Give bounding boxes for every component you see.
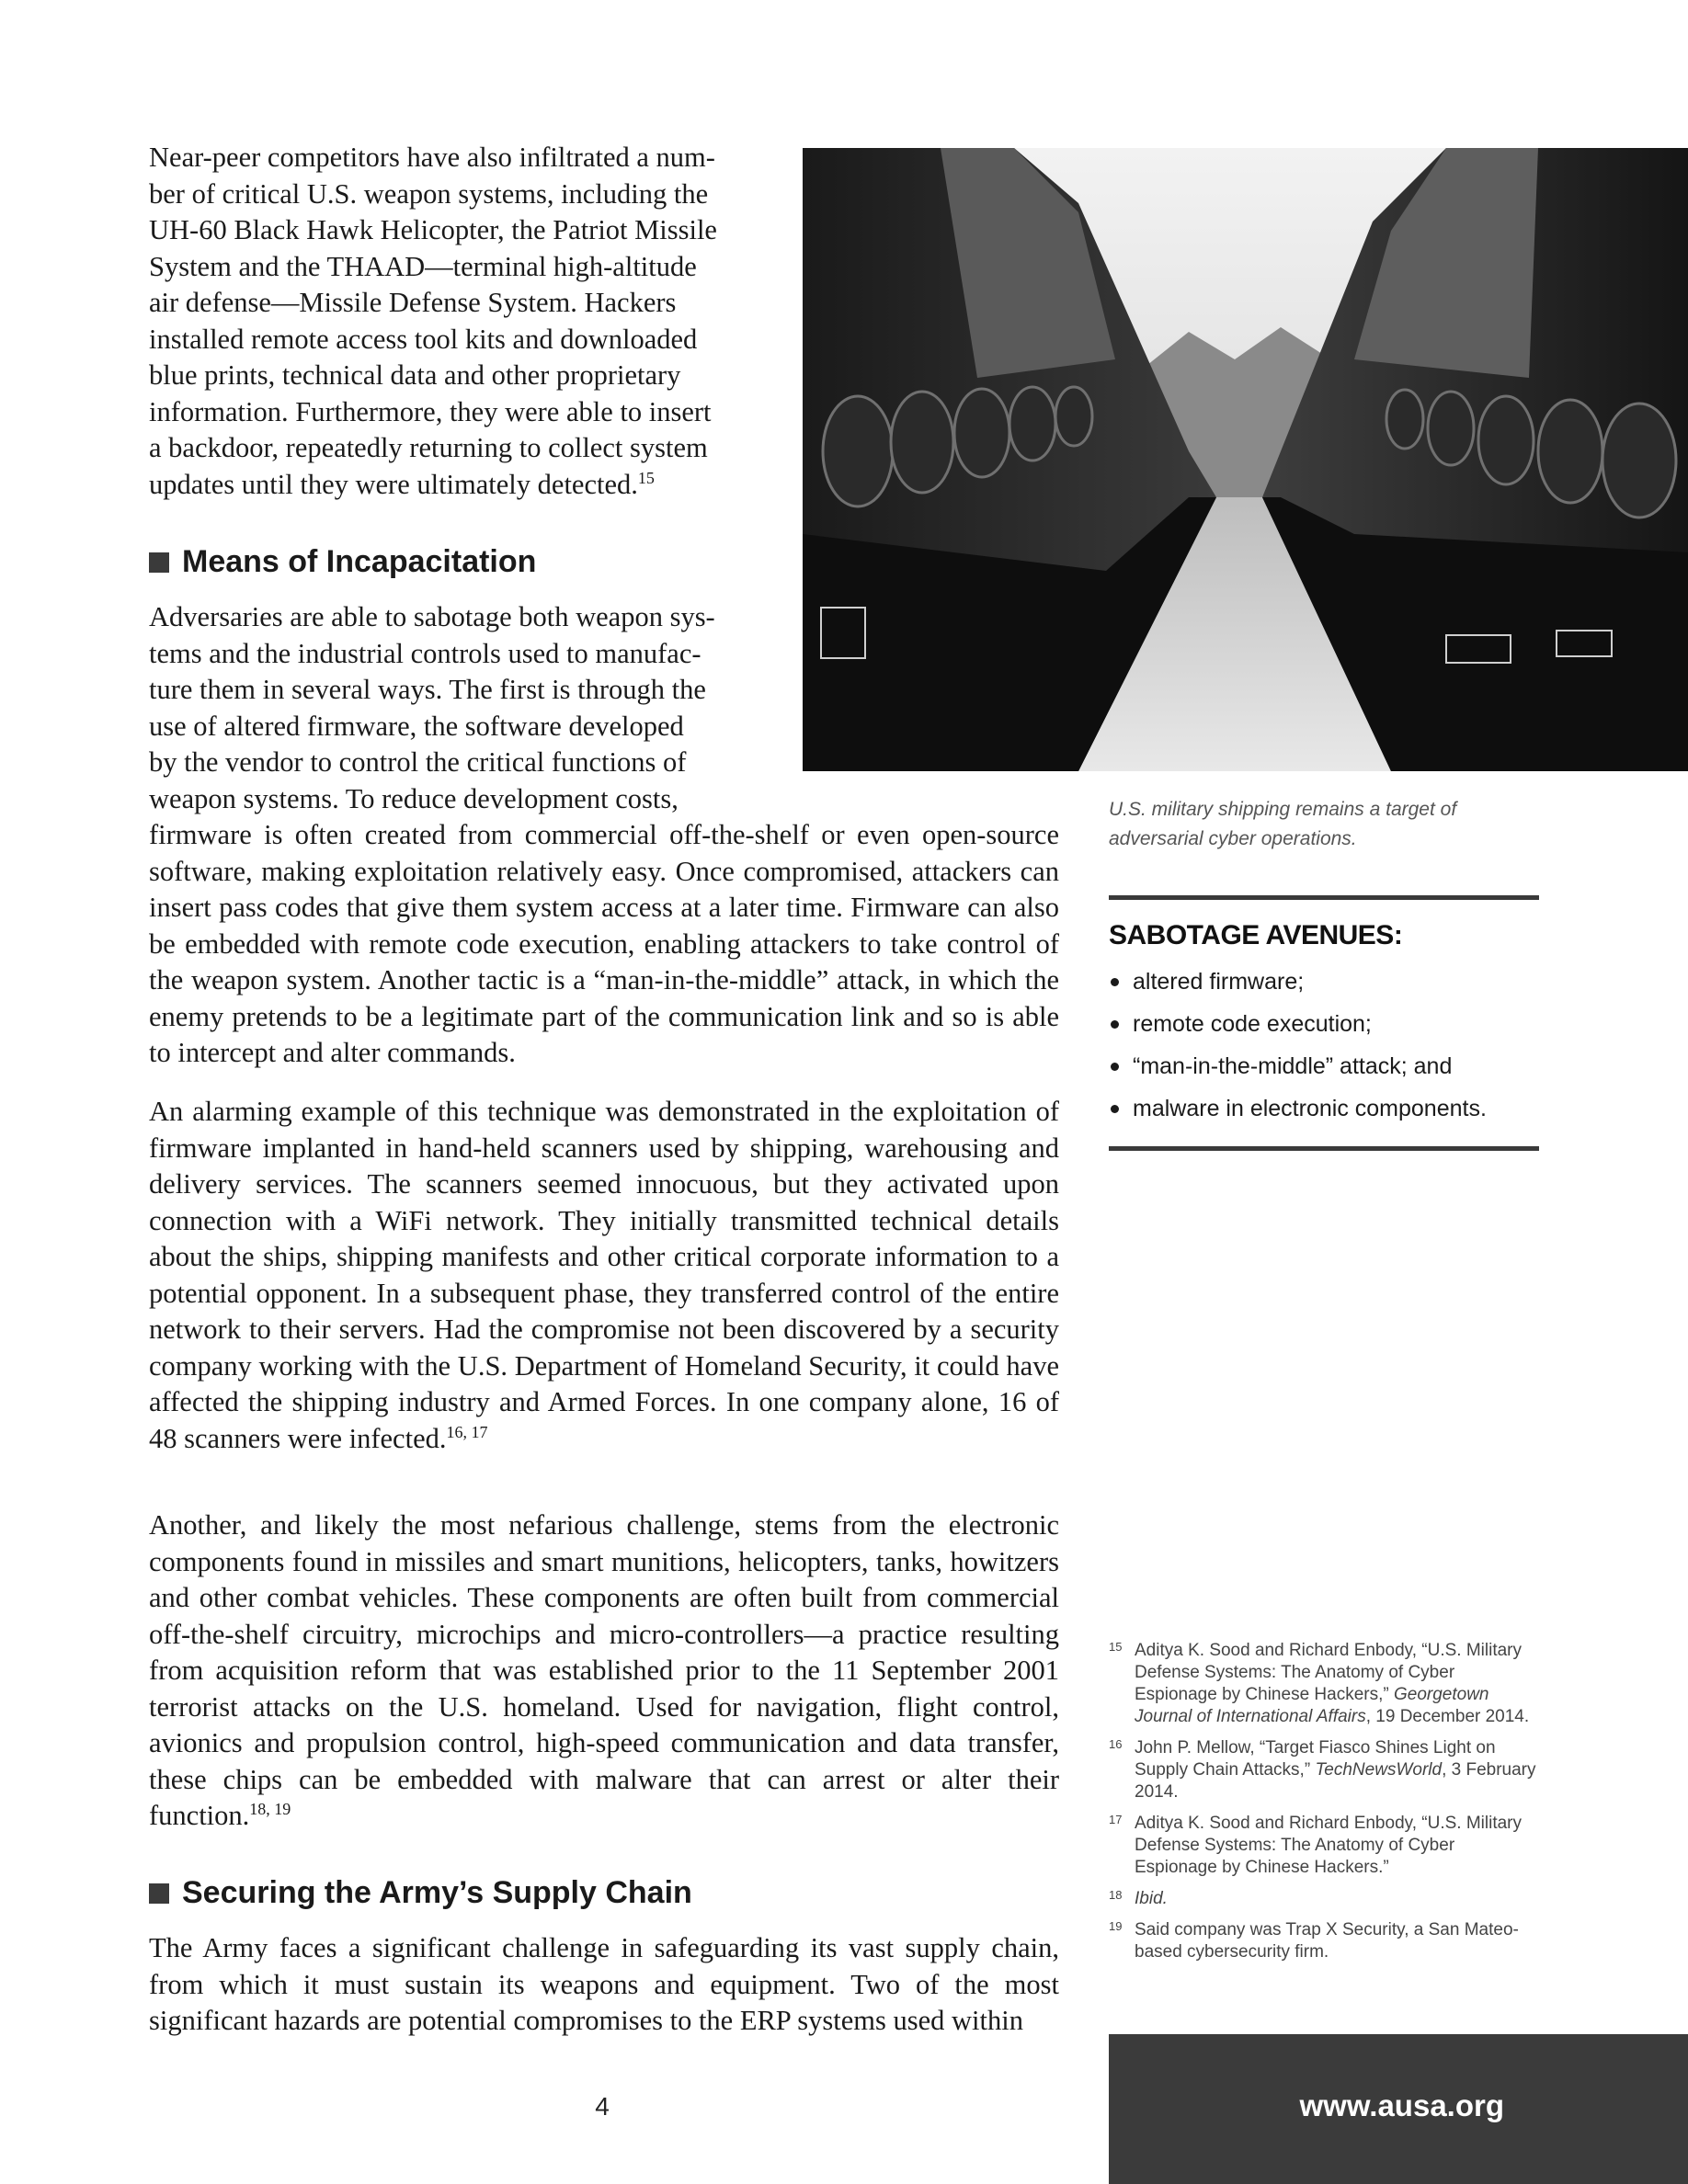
components-paragraph (149, 1507, 1059, 1835)
section1-wide-text: firmware is often created from commercial off-the-shelf or even open-source software, making exploitation relatively easy. Once compromised, attackers can insert pass codes that give them system access at a later time. Firmware can also be embedded with remote code execution, enabling attackers to take control of the weapon system. Another tactic is a “man-in-the-middle” attack, in which the enemy pretends to be a legitimate part of the communication link and so is able to intercept and alter commands. (149, 819, 1059, 1068)
section1-wide (149, 817, 1059, 1072)
list-item: “man-in-the-middle” attack; and (1109, 1045, 1539, 1087)
components-body: Another, and likely the most nefarious challenge, stems from the electronic components found in missiles and smart munitions, helicopters, tanks, howitzers and other combat vehicles. These components are often built from commercial off-the-shelf circuitry, microchips and micro-controllers—a practice resulting from acquisition reform that was established prior to the 11 September 2001 terrorist attacks on the U.S. homeland. Used for navigation, flight control, avionics and propulsion control, high-speed communication and data transfer, these chips can be embedded with malware that can arrest or alter their function. (149, 1509, 1059, 1831)
footnotes (1109, 1640, 1541, 1973)
narrow-line: by the vendor to control the critical functions of (149, 746, 687, 778)
footnote-text: John P. Mellow, “Target Fiasco Shines Light on Supply Chain Attacks,” (1135, 1738, 1496, 1780)
narrow-line: weapon systems. To reduce development costs, (149, 782, 679, 814)
intro-line: information. Furthermore, they were able to insert (149, 395, 712, 427)
footer-url-link[interactable]: www.ausa.org (1299, 2088, 1504, 2122)
section2-text: The Army faces a significant challenge in safeguarding its vast supply chain, from which it must sustain its weapons and equipment. Two of the most significant hazards are potential compromises to the ERP systems used within (149, 1932, 1059, 2036)
components-text (149, 1507, 1059, 1835)
intro-line: air defense—Missile Defense System. Hackers (149, 287, 677, 318)
example-body: An alarming example of this technique was demonstrated in the exploitation of firmware implanted in hand-held scanners used by shipping, warehousing and delivery services. The scanners seemed innocuous, but they activated upon connection with a WiFi network. They initially transmitted technical details about the ships, shipping manifests and other critical corporate information to a potential opponent. In a subsequent phase, they transferred control of the entire network to their servers. Had the compromise not been discovered by a security company working with the U.S. Department of Homeland Security, it could have affected the shipping industry and Armed Forces. In one company alone, 16 of 48 scanners were infected. (149, 1096, 1059, 1454)
narrow-line: use of altered firmware, the software developed (149, 710, 684, 742)
footnote-ref[interactable]: 15 (637, 468, 655, 487)
footnote (1109, 1813, 1541, 1879)
narrow-line: Adversaries are able to sabotage both weapon sys- (149, 601, 715, 632)
footnote-text: Aditya K. Sood and Richard Enbody, “U.S. Military Defense Systems: The Anatomy of Cyber Espionage by Chinese Hackers,” (1135, 1641, 1523, 1704)
footnote-ref[interactable]: 16, 17 (446, 1422, 488, 1441)
intro-line: blue prints, technical data and other proprietary (149, 359, 681, 391)
footnote-number: 18 (1109, 1888, 1123, 1902)
narrow-line: tems and the industrial controls used to manufac- (149, 637, 701, 669)
intro-line: UH-60 Black Hawk Helicopter, the Patriot Missile (149, 214, 717, 245)
intro-line: Near-peer competitors have also infiltrated a num- (149, 142, 715, 173)
intro-lines (149, 140, 754, 503)
footnote-italic: Georgetown Journal of International Affairs (1135, 1685, 1489, 1726)
section-heading-means (149, 544, 536, 580)
footnote-text: Said company was Trap X Security, a San Mateo-based cybersecurity firm. (1135, 1920, 1519, 1962)
example-text (149, 1094, 1059, 1457)
intro-line: ber of critical U.S. weapon systems, including the (149, 177, 709, 210)
intro-last-line: updates until they were ultimately detected. (149, 468, 638, 500)
section1-narrow (149, 599, 754, 817)
sabotage-avenues-box (1109, 895, 1539, 1151)
box-title: SABOTAGE AVENUES: (1109, 920, 1403, 950)
footnote (1109, 1888, 1541, 1910)
intro-line: System and the THAAD—terminal high-altitude (149, 250, 697, 282)
footnote (1109, 1640, 1541, 1728)
page-number: 4 (595, 2092, 610, 2121)
box-top-rule (1109, 895, 1539, 900)
list-item: malware in electronic components. (1109, 1087, 1539, 1130)
narrow-line: ture them in several ways. The first is through the (149, 674, 706, 705)
section-heading-text: Means of Incapacitation (182, 544, 537, 579)
military-shipping-photo (803, 148, 1688, 771)
intro-paragraph (149, 140, 754, 503)
section1-narrow-lines (149, 599, 754, 817)
box-list (1109, 961, 1539, 1130)
section-heading-text: Securing the Army’s Supply Chain (182, 1875, 692, 1910)
example-paragraph (149, 1094, 1059, 1457)
heading-square-icon (149, 1883, 169, 1904)
footnote-number: 15 (1109, 1640, 1123, 1654)
section-heading-supply-chain (149, 1875, 692, 1911)
footnote-text: , 3 February 2014. (1135, 1760, 1536, 1802)
footnote-number: 16 (1109, 1737, 1123, 1751)
footnote-italic: TechNewsWorld (1315, 1760, 1443, 1780)
footnote-text: , 19 December 2014. (1365, 1707, 1530, 1726)
intro-line: a backdoor, repeatedly returning to collect system (149, 432, 708, 463)
footnote (1109, 1737, 1541, 1803)
list-item: remote code execution; (1109, 1003, 1539, 1045)
photo-caption: U.S. military shipping remains a target of adversarial cyber operations. (1109, 799, 1457, 849)
photo-icon (803, 148, 1688, 771)
list-item: altered firmware; (1109, 961, 1539, 1003)
footnote-text: Aditya K. Sood and Richard Enbody, “U.S. Military Defense Systems: The Anatomy of Cyber Espionage by Chinese Hackers.” (1135, 1814, 1523, 1877)
heading-square-icon (149, 552, 169, 573)
footnote-ref[interactable]: 18, 19 (249, 1799, 291, 1818)
footnote-italic: Ibid. (1135, 1889, 1168, 1908)
box-bottom-rule (1109, 1146, 1539, 1151)
intro-line: installed remote access tool kits and downloaded (149, 323, 698, 355)
section2-paragraph (149, 1930, 1059, 2040)
footnote-number: 17 (1109, 1813, 1123, 1826)
footnote (1109, 1919, 1541, 1963)
footnote-number: 19 (1109, 1919, 1123, 1933)
